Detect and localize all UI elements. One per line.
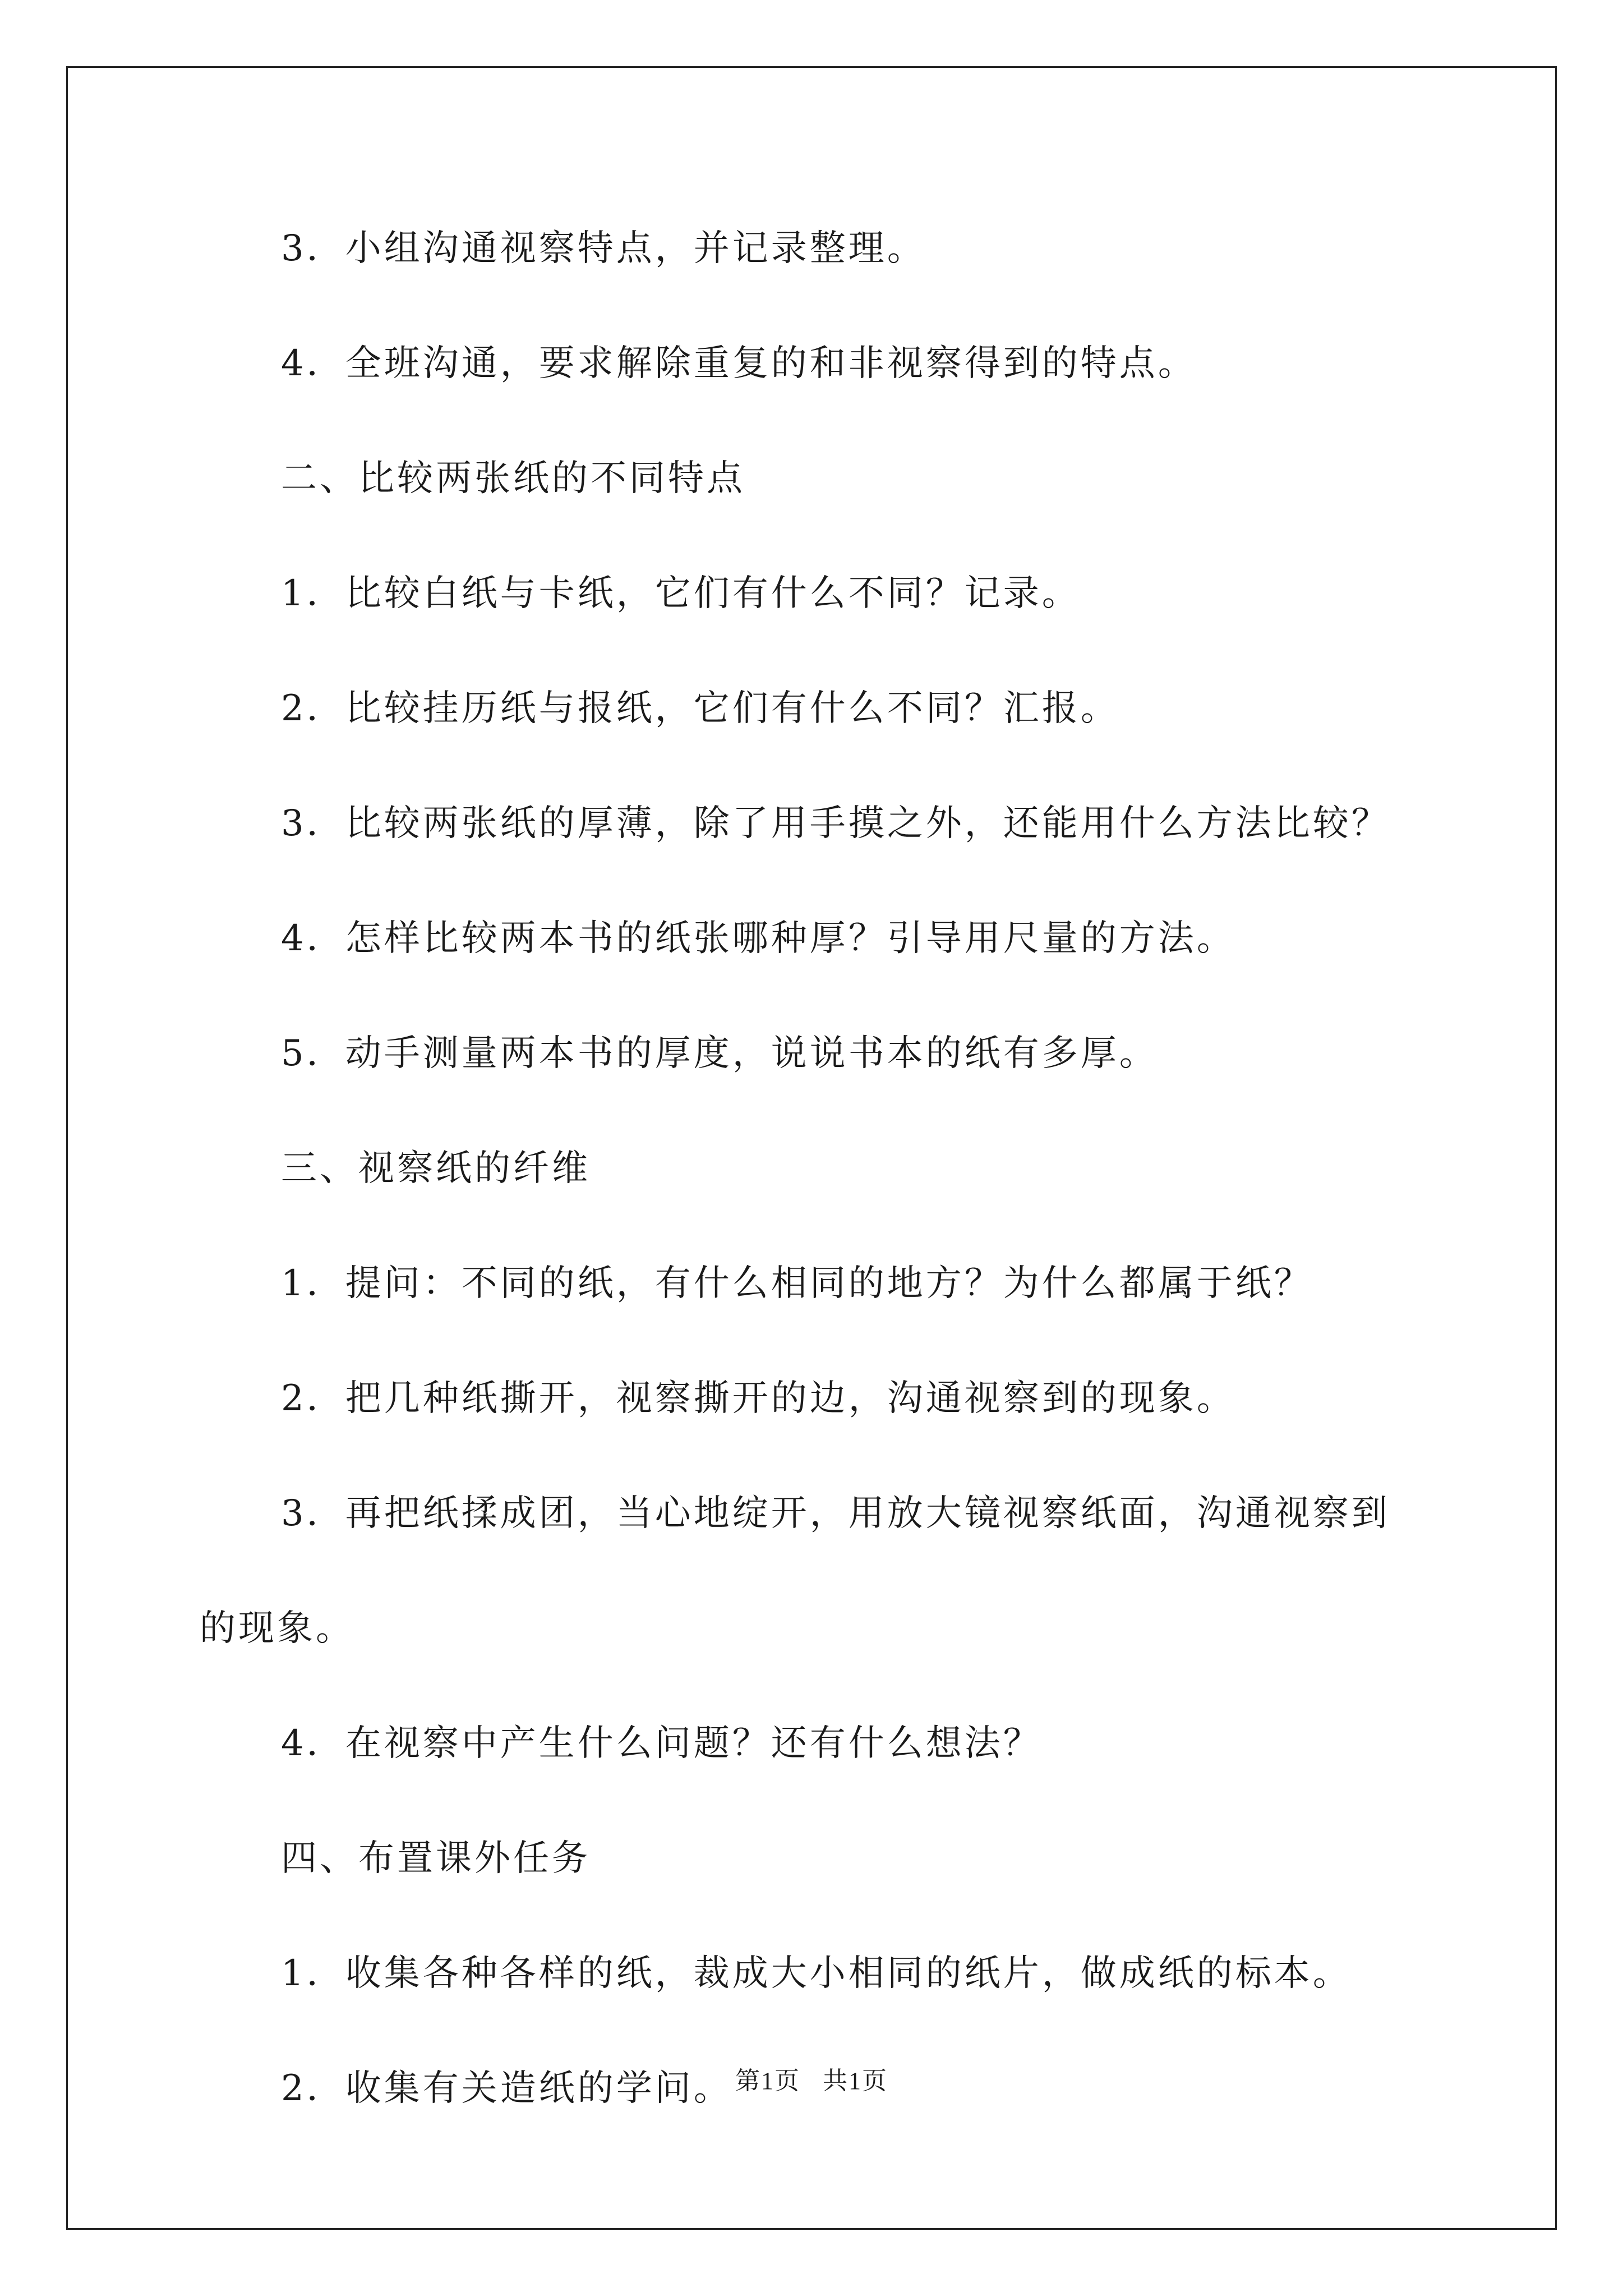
text-line-16: 1．收集各种各样的纸，裁成大小相同的纸片，做成纸的标本。 [281, 1953, 1352, 1994]
page-total: 共1页 [823, 2067, 888, 2095]
text-line-11: 2．把几种纸撕开，视察撕开的边，沟通视察到的现象。 [281, 1378, 1235, 1419]
text-line-4: 1．比较白纸与卡纸，它们有什么不同？记录。 [281, 573, 1081, 614]
page-frame [66, 66, 1557, 2230]
text-line-10: 1．提问：不同的纸，有什么相同的地方？为什么都属于纸？ [281, 1263, 1313, 1304]
text-line-13: 的现象。 [200, 1608, 354, 1649]
page-footer [0, 2069, 1623, 2093]
text-line-17: 2．收集有关造纸的学问。 [281, 2068, 732, 2109]
text-line-5: 2．比较挂历纸与报纸，它们有什么不同？汇报。 [281, 688, 1119, 729]
page-number: 第1页 [735, 2067, 800, 2095]
text-line-6: 3．比较两张纸的厚薄，除了用手摸之外，还能用什么方法比较？ [281, 803, 1390, 844]
section-heading-4: 四、布置课外任务 [281, 1838, 591, 1879]
text-line-14: 4．在视察中产生什么问题？还有什么想法？ [281, 1723, 1042, 1764]
text-line-8: 5．动手测量两本书的厚度，说说书本的纸有多厚。 [281, 1033, 1158, 1074]
text-line-2: 4．全班沟通，要求解除重复的和非视察得到的特点。 [281, 343, 1197, 384]
document-body [68, 68, 1555, 2228]
text-line-1: 3．小组沟通视察特点，并记录整理。 [281, 228, 926, 269]
text-line-12: 3．再把纸揉成团，当心地绽开，用放大镜视察纸面，沟通视察到 [281, 1493, 1390, 1534]
section-heading-3: 三、视察纸的纤维 [281, 1148, 591, 1189]
section-heading-2: 二、比较两张纸的不同特点 [281, 458, 745, 499]
text-line-7: 4．怎样比较两本书的纸张哪种厚？引导用尺量的方法。 [281, 918, 1235, 959]
